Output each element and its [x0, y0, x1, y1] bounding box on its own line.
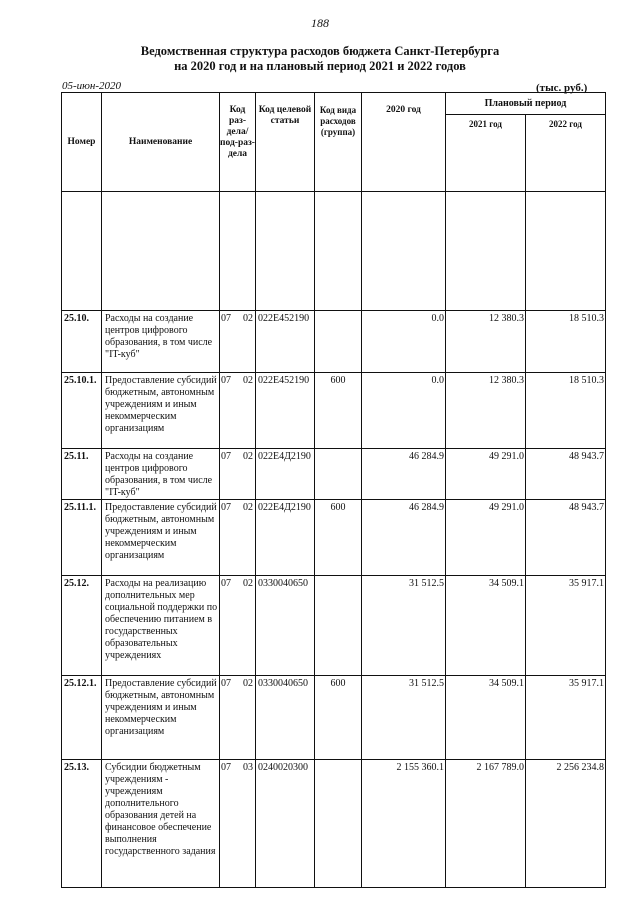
row-target-code: 022Е452190 — [256, 311, 315, 373]
row-amount-2021: 34 509.1 — [446, 676, 526, 760]
section-code: 07 — [221, 502, 231, 513]
row-amount-2022: 48 943.7 — [526, 500, 606, 576]
header-section-code: Код раз-дела/ под-раз-дела — [220, 93, 256, 192]
row-expense-type — [315, 576, 362, 676]
row-expense-type — [315, 449, 362, 500]
table-row — [62, 373, 606, 449]
row-name: Субсидии бюджетным учреждениям - учреждениям дополнительного образования детей на финансовое обеспечение выполнения государственного задания — [102, 760, 220, 888]
budget-table — [61, 92, 606, 888]
row-amount-2022: 48 943.7 — [526, 449, 606, 500]
row-number: 25.12.1. — [62, 676, 102, 760]
section-code: 07 — [221, 451, 231, 462]
row-amount-2021: 2 167 789.0 — [446, 760, 526, 888]
row-number: 25.11.1. — [62, 500, 102, 576]
row-amount-2022: 2 256 234.8 — [526, 760, 606, 888]
table-row — [62, 449, 606, 500]
page-title — [0, 44, 640, 74]
row-target-code: 022Е4Д2190 — [256, 449, 315, 500]
row-target-code: 022Е4Д2190 — [256, 500, 315, 576]
row-amount-2022: 18 510.3 — [526, 373, 606, 449]
row-number: 25.12. — [62, 576, 102, 676]
subsection-code: 02 — [243, 578, 253, 589]
title-line-2: на 2020 год и на плановый период 2021 и 2022 годов — [174, 59, 466, 73]
subsection-code: 02 — [243, 678, 253, 689]
subsection-code: 02 — [243, 375, 253, 386]
units-label: (тыс. руб.) — [536, 82, 588, 94]
page-number: 188 — [311, 16, 329, 30]
table-row — [62, 576, 606, 676]
row-number: 25.11. — [62, 449, 102, 500]
table-row — [62, 760, 606, 888]
row-expense-type — [315, 760, 362, 888]
row-number: 25.10. — [62, 311, 102, 373]
subsection-code: 03 — [243, 762, 253, 773]
subsection-code: 02 — [243, 313, 253, 324]
section-code: 07 — [221, 578, 231, 589]
row-name: Расходы на создание центров цифрового образования, в том числе "IT-куб" — [102, 311, 220, 373]
table-row — [62, 676, 606, 760]
row-section-code — [220, 676, 256, 760]
header-year-2020: 2020 год — [362, 93, 446, 192]
row-amount-2022: 18 510.3 — [526, 311, 606, 373]
row-section-code — [220, 449, 256, 500]
header-year-2021: 2021 год — [446, 115, 526, 192]
row-amount-2022: 35 917.1 — [526, 576, 606, 676]
row-name: Предоставление субсидий бюджетным, автономным учреждениям и иным некоммерческим организациям — [102, 676, 220, 760]
document-date: 05-июн-2020 — [62, 80, 122, 92]
header-number: Номер — [62, 93, 102, 192]
row-section-code — [220, 500, 256, 576]
row-section-code — [220, 373, 256, 449]
header-year-2022: 2022 год — [526, 115, 606, 192]
table-row — [62, 311, 606, 373]
row-target-code: 0330040650 — [256, 576, 315, 676]
row-number: 25.10.1. — [62, 373, 102, 449]
row-target-code: 0240020300 — [256, 760, 315, 888]
row-amount-2020: 0.0 — [362, 373, 446, 449]
header-spacer-row — [62, 192, 606, 311]
title-line-1: Ведомственная структура расходов бюджета Санкт-Петербурга — [140, 44, 500, 58]
row-amount-2021: 12 380.3 — [446, 373, 526, 449]
section-code: 07 — [221, 762, 231, 773]
row-amount-2020: 31 512.5 — [362, 676, 446, 760]
row-amount-2021: 34 509.1 — [446, 576, 526, 676]
row-amount-2021: 49 291.0 — [446, 500, 526, 576]
row-amount-2022: 35 917.1 — [526, 676, 606, 760]
row-amount-2021: 49 291.0 — [446, 449, 526, 500]
row-name: Расходы на создание центров цифрового образования, в том числе "IT-куб" — [102, 449, 220, 500]
row-amount-2020: 46 284.9 — [362, 500, 446, 576]
subsection-code: 02 — [243, 502, 253, 513]
row-expense-type — [315, 311, 362, 373]
row-expense-type: 600 — [315, 676, 362, 760]
header-expense-type-code: Код вида расходов (группа) — [315, 93, 362, 192]
section-code: 07 — [221, 375, 231, 386]
row-section-code — [220, 760, 256, 888]
row-name: Предоставление субсидий бюджетным, автономным учреждениям и иным некоммерческим организациям — [102, 500, 220, 576]
section-code: 07 — [221, 678, 231, 689]
row-amount-2021: 12 380.3 — [446, 311, 526, 373]
row-number: 25.13. — [62, 760, 102, 888]
row-expense-type: 600 — [315, 373, 362, 449]
section-code: 07 — [221, 313, 231, 324]
header-plan-period: Плановый период — [446, 93, 606, 115]
row-section-code — [220, 576, 256, 676]
subsection-code: 02 — [243, 451, 253, 462]
row-amount-2020: 2 155 360.1 — [362, 760, 446, 888]
table-row — [62, 500, 606, 576]
row-expense-type: 600 — [315, 500, 362, 576]
row-amount-2020: 31 512.5 — [362, 576, 446, 676]
row-amount-2020: 46 284.9 — [362, 449, 446, 500]
header-name: Наименование — [102, 93, 220, 192]
row-name: Предоставление субсидий бюджетным, автономным учреждениям и иным некоммерческим организациям — [102, 373, 220, 449]
header-target-code: Код целевой статьи — [256, 93, 315, 192]
row-amount-2020: 0.0 — [362, 311, 446, 373]
row-target-code: 022Е452190 — [256, 373, 315, 449]
row-section-code — [220, 311, 256, 373]
row-target-code: 0330040650 — [256, 676, 315, 760]
row-name: Расходы на реализацию дополнительных мер социальной поддержки по обеспечению питанием в государственных образовательных учреждениях — [102, 576, 220, 676]
